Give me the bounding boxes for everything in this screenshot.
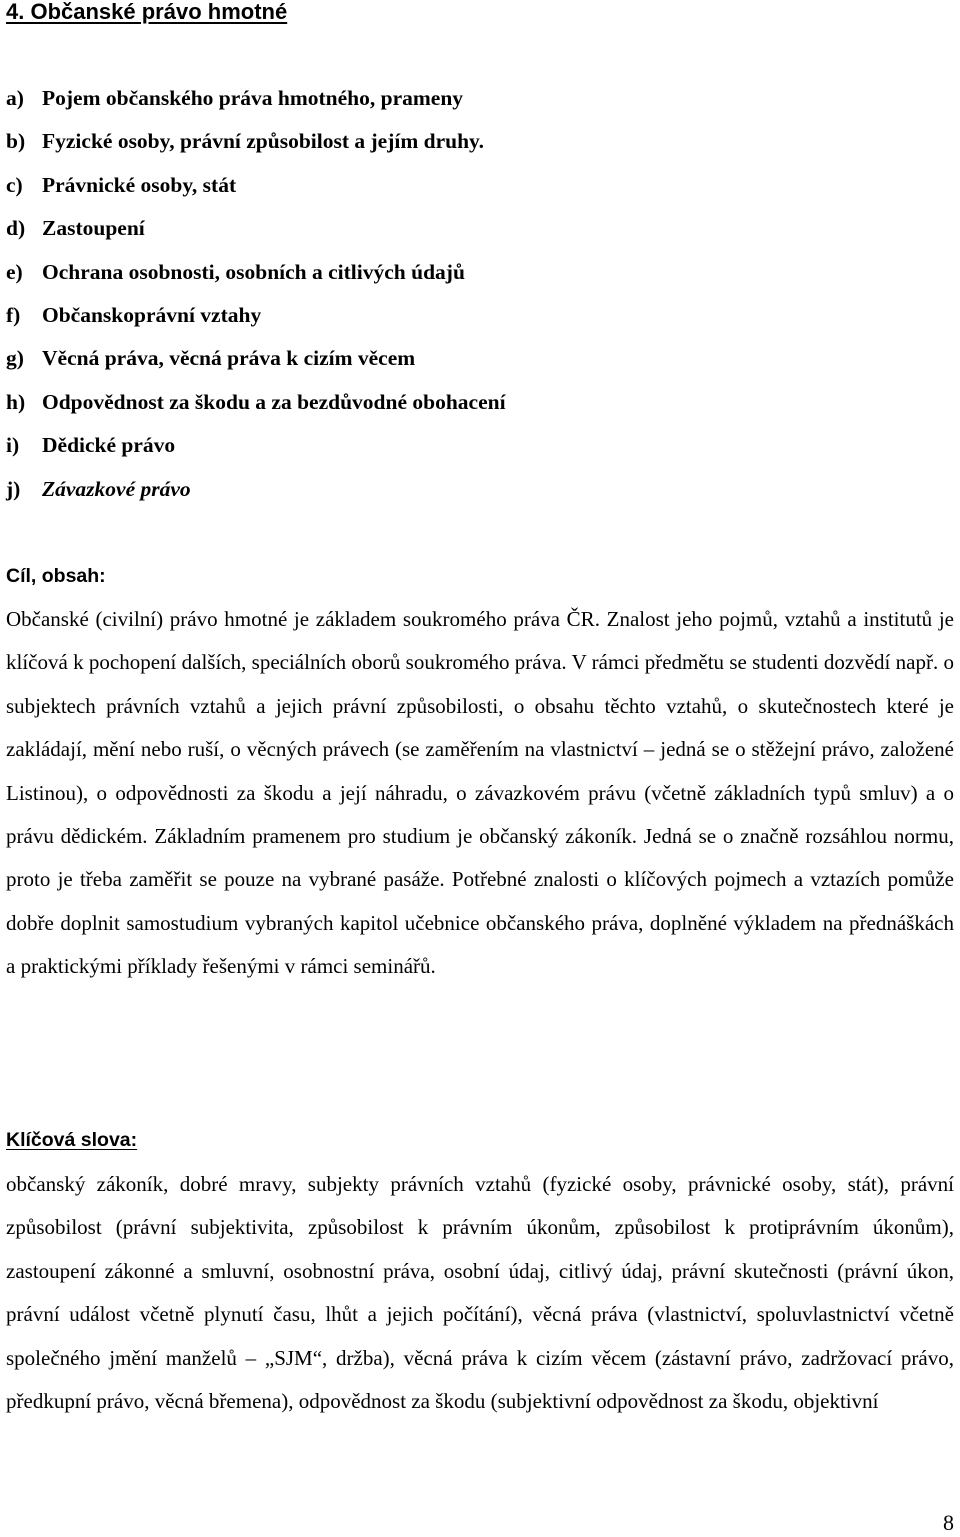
topic-text: Zastoupení bbox=[42, 216, 145, 241]
topic-letter: d) bbox=[6, 216, 26, 241]
topic-text: Ochrana osobnosti, osobních a citlivých údajů bbox=[42, 259, 465, 284]
topic-text: Odpovědnost za škodu a za bezdůvodné obohacení bbox=[42, 389, 506, 414]
goal-paragraph: Občanské (civilní) právo hmotné je základem soukromého práva ČR. Znalost jeho pojmů, vztahů a institutů je klíčová k pochopení dalších, speciálních oborů soukromého práva. V rámci předmětu se studenti dozvědí např. o subjektech právních vztahů a jejich právní způsobilosti, o obsahu těchto vztahů, o skutečnostech které je zakládají, mění nebo ruší, o věcných právech (se zaměřením na vlastnictví – jedná se o stěžejní právo, založené Listinou), o odpovědnosti za škodu a její náhradu, o závazkovém právu (včetně základních typů smluv) a o právu dědickém. Základním pramenem pro studium je občanský zákoník. Jedná se o značně rozsáhlou normu, proto je třeba zaměřit se pouze na vybrané pasáže. Potřebné znalosti o klíčových pojmech a vztazích pomůže dobře doplnit samostudium vybraných kapitol učebnice občanského práva, doplněné výkladem na přednáškách a praktickými příklady řešenými v rámci seminářů. bbox=[6, 607, 954, 979]
topic-item bbox=[6, 166, 506, 209]
topic-letter: i) bbox=[6, 433, 20, 458]
section-heading: 4. Občanské právo hmotné bbox=[6, 0, 288, 24]
goal-heading: Cíl, obsah: bbox=[6, 565, 106, 587]
topic-text: Věcná práva, věcná práva k cizím věcem bbox=[42, 346, 416, 371]
topic-letter: h) bbox=[6, 389, 26, 414]
topic-list bbox=[6, 79, 506, 513]
topic-letter: a) bbox=[6, 86, 24, 110]
topic-item bbox=[6, 209, 506, 252]
topic-item bbox=[6, 296, 506, 339]
topic-letter: f) bbox=[6, 302, 21, 327]
topic-letter: j) bbox=[6, 476, 21, 501]
topic-item bbox=[6, 79, 506, 122]
page-number: 8 bbox=[943, 1510, 954, 1535]
topic-item bbox=[6, 383, 506, 426]
keywords-heading: Klíčová slova: bbox=[6, 1129, 138, 1151]
topic-letter: g) bbox=[6, 346, 24, 371]
topic-item bbox=[6, 426, 506, 469]
topic-letter: c) bbox=[6, 172, 23, 197]
keywords-paragraph: občanský zákoník, dobré mravy, subjekty právních vztahů (fyzické osoby, právnické osoby, stát), právní způsobilost (právní subjektivita, způsobilost k právním úkonům, způsobilost k protiprávním úkonům), zastoupení zákonné a smluvní, osobnostní práva, osobní údaj, citlivý údaj, právní skutečnosti (právní úkon, právní událost včetně plynutí času, lhůt a jejich počítání), věcná práva (vlastnictví, spoluvlastnictví včetně společného jmění manželů – „SJM“, držba), věcná práva k cizím věcem (zástavní právo, zadržovací právo, předkupní právo, věcná břemena), odpovědnost za škodu (subjektivní odpovědnost za škodu, objektivní bbox=[6, 1172, 954, 1414]
topic-letter: e) bbox=[6, 259, 23, 284]
topic-text: Občanskoprávní vztahy bbox=[42, 302, 262, 327]
topic-text: Dědické právo bbox=[42, 433, 176, 458]
topic-letter: b) bbox=[6, 129, 26, 154]
topic-item bbox=[6, 339, 506, 382]
topic-item bbox=[6, 122, 506, 165]
topic-item bbox=[6, 253, 506, 296]
topic-text: Pojem občanského práva hmotného, prameny bbox=[42, 86, 464, 110]
topic-text: Fyzické osoby, právní způsobilost a jejím druhy. bbox=[42, 129, 484, 154]
topic-item bbox=[6, 470, 506, 513]
topic-text: Závazkové právo bbox=[42, 476, 191, 501]
topic-text: Právnické osoby, stát bbox=[42, 172, 237, 197]
